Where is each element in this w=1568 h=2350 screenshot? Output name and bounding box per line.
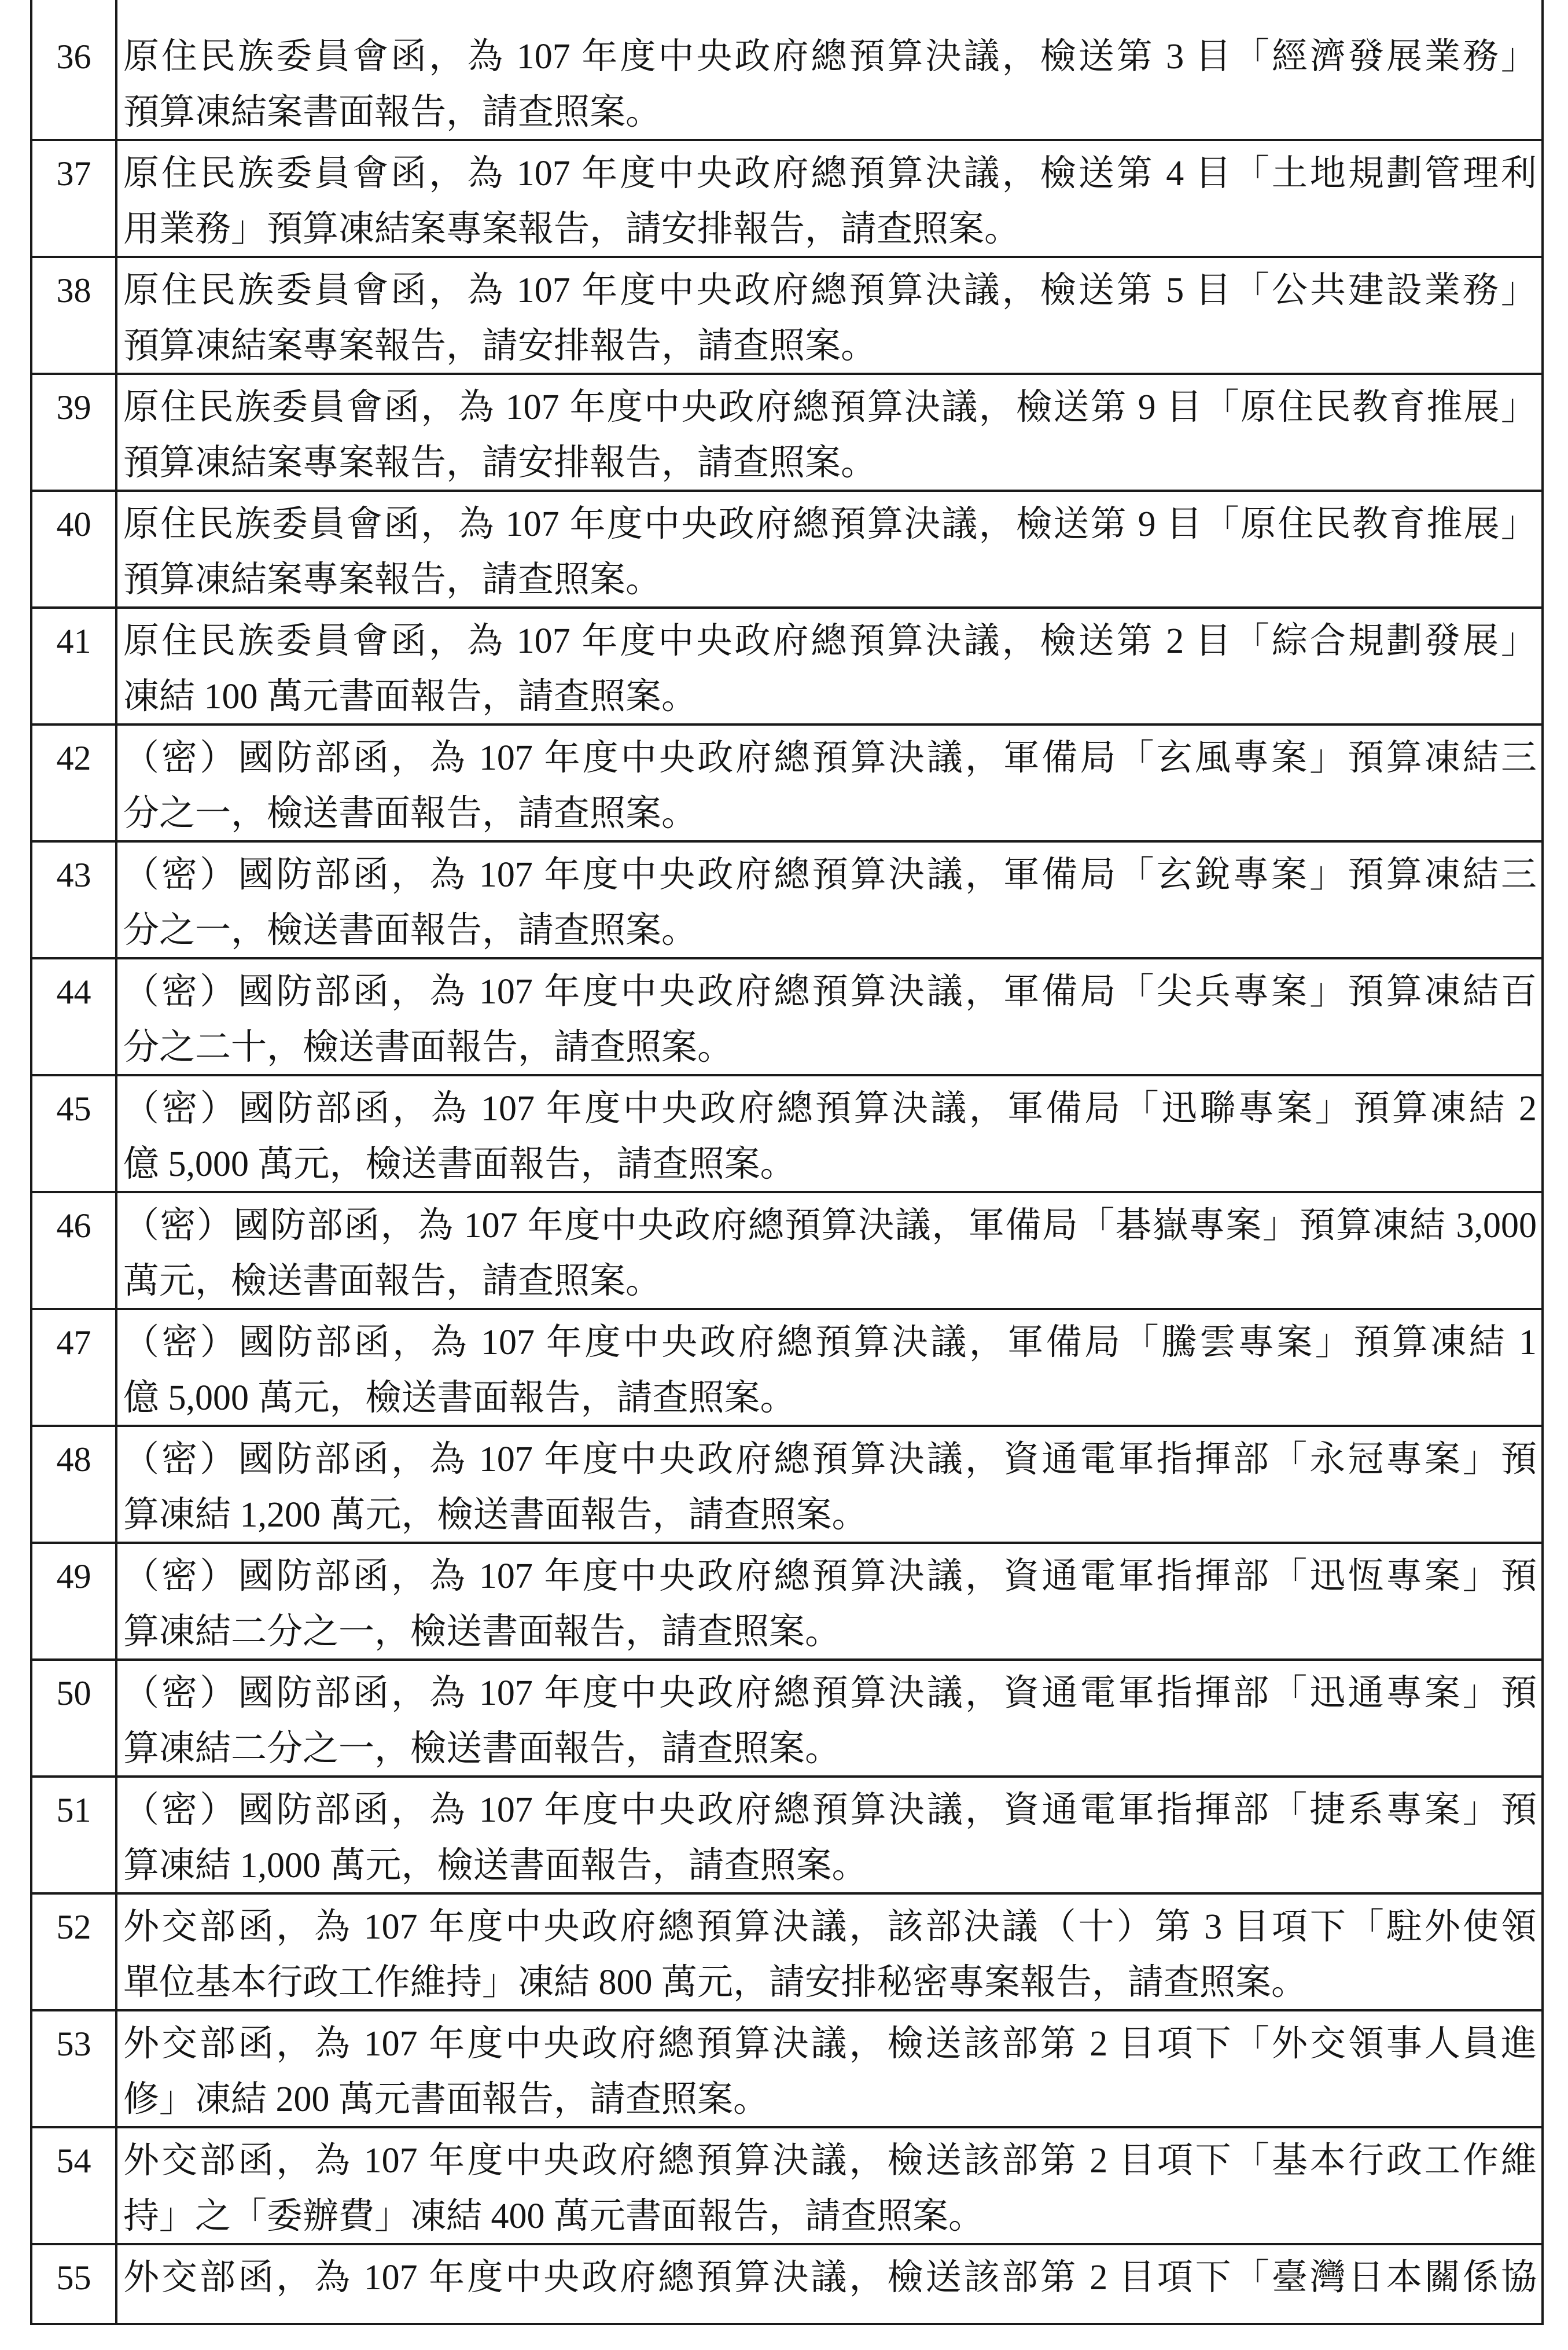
- description-line: （密）國防部函，為 107 年度中央政府總預算決議，軍備局「尖兵專案」預算凍結百: [123, 972, 1537, 1012]
- table-row: [32, 1193, 1541, 1310]
- description-line: （密）國防部函，為 107 年度中央政府總預算決議，資通電軍指揮部「永冠專案」預: [123, 1440, 1537, 1479]
- item-number: 42: [32, 726, 117, 840]
- description-line: 算凍結二分之一，檢送書面報告，請查照案。: [123, 1612, 841, 1652]
- description-line: 原住民族委員會函，為 107 年度中央政府總預算決議，檢送第 9 目「原住民教育推展」: [123, 505, 1537, 544]
- item-description: [117, 726, 1541, 840]
- table-row: [32, 2245, 1541, 2325]
- table-row: [32, 492, 1541, 609]
- table-row: [32, 1544, 1541, 1661]
- item-number: 54: [32, 2128, 117, 2243]
- item-description: [117, 1427, 1541, 1542]
- description-line: 修」凍結 200 萬元書面報告，請查照案。: [123, 2080, 770, 2119]
- item-description: [117, 1076, 1541, 1191]
- description-line: 算凍結 1,200 萬元，檢送書面報告，請查照案。: [123, 1495, 868, 1535]
- item-description: [117, 258, 1541, 373]
- table-row: [32, 1895, 1541, 2011]
- description-line: 原住民族委員會函，為 107 年度中央政府總預算決議，檢送第 2 目「綜合規劃發展」: [123, 621, 1537, 661]
- item-number: 55: [32, 2245, 117, 2323]
- description-line: 外交部函，為 107 年度中央政府總預算決議，檢送該部第 2 目項下「臺灣日本關係協: [123, 2258, 1537, 2297]
- item-number: 39: [32, 375, 117, 490]
- description-line: 單位基本行政工作維持」凍結 800 萬元，請安排秘密專案報告，請查照案。: [123, 1963, 1308, 2002]
- description-line: 用業務」預算凍結案專案報告，請安排報告，請查照案。: [123, 209, 1021, 249]
- item-number: 46: [32, 1193, 117, 1308]
- description-line: 外交部函，為 107 年度中央政府總預算決議，檢送該部第 2 目項下「基本行政工作維: [123, 2141, 1537, 2180]
- description-line: 億 5,000 萬元，檢送書面報告，請查照案。: [123, 1145, 796, 1184]
- item-description: [117, 1661, 1541, 1775]
- item-description: [117, 1895, 1541, 2009]
- item-description: [117, 1193, 1541, 1308]
- table-row: [32, 141, 1541, 258]
- table-row: [32, 258, 1541, 375]
- item-number: 52: [32, 1895, 117, 2009]
- item-description: [117, 2245, 1541, 2323]
- item-description: [117, 1544, 1541, 1658]
- item-description: [117, 0, 1541, 139]
- description-line: 原住民族委員會函，為 107 年度中央政府總預算決議，檢送第 3 目「經濟發展業務」: [123, 37, 1537, 76]
- table-row: [32, 843, 1541, 959]
- item-description: [117, 609, 1541, 723]
- item-number: 47: [32, 1310, 117, 1425]
- table-row: [32, 726, 1541, 843]
- description-line: 凍結 100 萬元書面報告，請查照案。: [123, 677, 698, 716]
- table-row: [32, 1778, 1541, 1895]
- description-line: 預算凍結案專案報告，請安排報告，請查照案。: [123, 326, 877, 366]
- description-line: （密）國防部函，為 107 年度中央政府總預算決議，資通電軍指揮部「迅恆專案」預: [123, 1557, 1537, 1596]
- item-number: 36: [32, 0, 117, 139]
- item-number: 40: [32, 492, 117, 606]
- item-number: 43: [32, 843, 117, 957]
- table-row: [32, 2128, 1541, 2245]
- description-line: （密）國防部函，為 107 年度中央政府總預算決議，軍備局「玄銳專案」預算凍結三: [123, 855, 1537, 895]
- description-line: （密）國防部函，為 107 年度中央政府總預算決議，軍備局「碁嶽專案」預算凍結 3,000: [123, 1206, 1537, 1245]
- table-row: [32, 1427, 1541, 1544]
- item-number: 48: [32, 1427, 117, 1542]
- item-number: 38: [32, 258, 117, 373]
- item-description: [117, 2011, 1541, 2126]
- item-number: 50: [32, 1661, 117, 1775]
- item-number: 41: [32, 609, 117, 723]
- description-line: 分之二十，檢送書面報告，請查照案。: [123, 1028, 734, 1067]
- description-line: 算凍結二分之一，檢送書面報告，請查照案。: [123, 1729, 841, 1768]
- item-number: 45: [32, 1076, 117, 1191]
- item-description: [117, 2128, 1541, 2243]
- item-number: 51: [32, 1778, 117, 1892]
- description-line: 億 5,000 萬元，檢送書面報告，請查照案。: [123, 1378, 796, 1418]
- table-row: [32, 1076, 1541, 1193]
- description-line: 預算凍結案專案報告，請安排報告，請查照案。: [123, 443, 877, 483]
- agenda-table: [30, 0, 1544, 2325]
- table-row: [32, 1661, 1541, 1778]
- item-number: 44: [32, 959, 117, 1074]
- item-description: [117, 141, 1541, 256]
- description-line: 預算凍結案專案報告，請查照案。: [123, 560, 662, 600]
- table-row: [32, 959, 1541, 1076]
- table-row: [32, 375, 1541, 492]
- description-line: 外交部函，為 107 年度中央政府總預算決議，檢送該部第 2 目項下「外交領事人員進: [123, 2024, 1537, 2064]
- description-line: （密）國防部函，為 107 年度中央政府總預算決議，軍備局「玄風專案」預算凍結三: [123, 738, 1537, 778]
- description-line: （密）國防部函，為 107 年度中央政府總預算決議，軍備局「騰雲專案」預算凍結 1: [123, 1323, 1537, 1362]
- description-line: 預算凍結案書面報告，請查照案。: [123, 93, 662, 132]
- description-line: 分之一，檢送書面報告，請查照案。: [123, 911, 698, 950]
- item-number: 37: [32, 141, 117, 256]
- description-line: 分之一，檢送書面報告，請查照案。: [123, 794, 698, 833]
- item-description: [117, 1778, 1541, 1892]
- description-line: 萬元，檢送書面報告，請查照案。: [123, 1262, 662, 1301]
- description-line: （密）國防部函，為 107 年度中央政府總預算決議，資通電軍指揮部「捷系專案」預: [123, 1790, 1537, 1830]
- item-number: 53: [32, 2011, 117, 2126]
- description-line: （密）國防部函，為 107 年度中央政府總預算決議，軍備局「迅聯專案」預算凍結 2: [123, 1089, 1537, 1128]
- description-line: 原住民族委員會函，為 107 年度中央政府總預算決議，檢送第 5 目「公共建設業務」: [123, 271, 1537, 310]
- description-line: 持」之「委辦費」凍結 400 萬元書面報告，請查照案。: [123, 2197, 985, 2236]
- table-row: [32, 609, 1541, 726]
- item-number: 49: [32, 1544, 117, 1658]
- description-line: 外交部函，為 107 年度中央政府總預算決議，該部決議（十）第 3 目項下「駐外使領: [123, 1907, 1537, 1947]
- description-line: 原住民族委員會函，為 107 年度中央政府總預算決議，檢送第 4 目「土地規劃管理利: [123, 154, 1537, 193]
- item-description: [117, 959, 1541, 1074]
- table-row: [32, 2011, 1541, 2128]
- description-line: （密）國防部函，為 107 年度中央政府總預算決議，資通電軍指揮部「迅通專案」預: [123, 1674, 1537, 1713]
- item-description: [117, 1310, 1541, 1425]
- table-row: [32, 1310, 1541, 1427]
- description-line: 原住民族委員會函，為 107 年度中央政府總預算決議，檢送第 9 目「原住民教育推展」: [123, 388, 1537, 427]
- item-description: [117, 843, 1541, 957]
- item-description: [117, 492, 1541, 606]
- description-line: 算凍結 1,000 萬元，檢送書面報告，請查照案。: [123, 1846, 868, 1885]
- table-row: [32, 0, 1541, 141]
- item-description: [117, 375, 1541, 490]
